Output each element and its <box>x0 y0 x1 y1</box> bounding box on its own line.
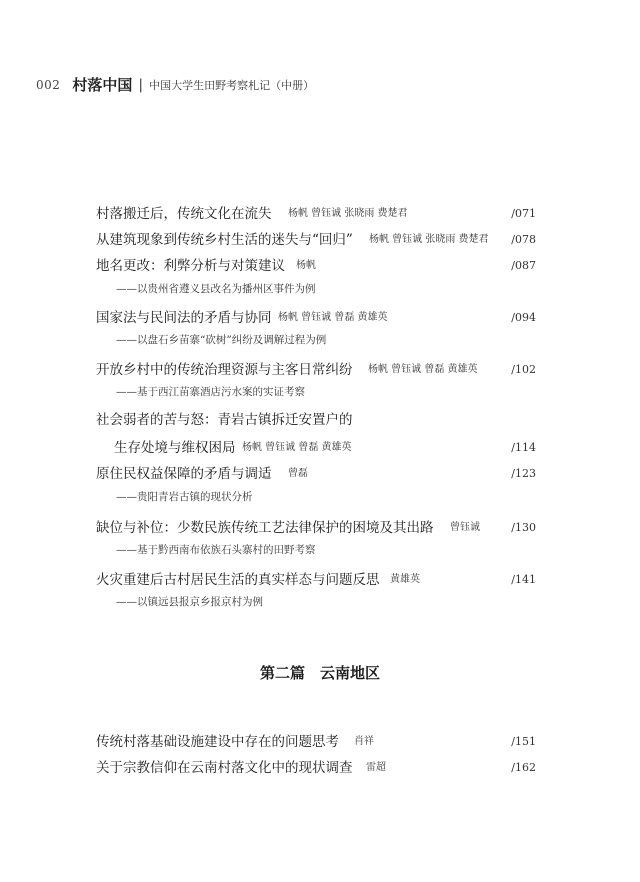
toc-entry-continuation[interactable] <box>96 438 536 460</box>
entry-page: /071 <box>511 207 536 220</box>
toc-entry[interactable] <box>96 230 536 252</box>
entry-title: 社会弱者的苦与怒：青岩古镇拆迁安置户的 <box>96 412 353 428</box>
entry-authors: 杨帆 曾钰诚 曾磊 黄雄英 <box>278 312 388 323</box>
toc-entry[interactable] <box>96 464 536 486</box>
entry-authors: 杨帆 曾钰诚 曾磊 黄雄英 <box>242 442 352 453</box>
entry-authors: 曾钰诚 <box>450 522 480 533</box>
toc-entry[interactable] <box>96 410 536 432</box>
entry-page: /130 <box>511 521 536 534</box>
entry-page: /114 <box>511 441 536 454</box>
entry-title: 火灾重建后古村居民生活的真实样态与问题反思 <box>96 572 380 588</box>
book-title: 村落中国 <box>72 76 133 94</box>
entry-title: 从建筑现象到传统乡村生活的迷失与“回归” <box>96 232 353 248</box>
entry-subtitle: ——以镇远县报京乡报京村为例 <box>116 596 263 608</box>
entry-page: /151 <box>511 735 536 748</box>
book-subtitle: 中国大学生田野考察札记（中册） <box>149 78 315 92</box>
toc-entry[interactable] <box>96 360 536 382</box>
page-number: 002 <box>36 77 61 92</box>
entry-subtitle: ——以盘石乡苗寨“砍树”纠纷及调解过程为例 <box>116 334 327 346</box>
header-separator: | <box>138 76 144 93</box>
running-header <box>36 74 314 95</box>
toc-entry[interactable] <box>96 570 536 592</box>
entry-page: /102 <box>511 363 536 376</box>
entry-page: /087 <box>511 259 536 272</box>
entry-title: 缺位与补位：少数民族传统工艺法律保护的困境及其出路 <box>96 520 434 536</box>
toc-entry[interactable] <box>96 758 536 780</box>
entry-title: 村落搬迁后，传统文化在流失 <box>96 206 272 222</box>
entry-authors: 雷超 <box>366 762 386 773</box>
entry-authors: 黄雄英 <box>390 574 420 585</box>
entry-title-line2: 生存处境与维权困局 <box>114 440 236 456</box>
entry-subtitle: ——基于西江苗寨酒店污水案的实证考察 <box>116 386 305 398</box>
entry-authors: 杨帆 曾钰诚 张晓雨 费楚君 <box>369 234 489 245</box>
entry-authors: 杨帆 <box>296 260 316 271</box>
entry-page: /094 <box>511 311 536 324</box>
toc-entry[interactable] <box>96 732 536 754</box>
entry-page: /078 <box>511 233 536 246</box>
toc-entry[interactable] <box>96 256 536 278</box>
entry-subtitle: ——贵阳青岩古镇的现状分析 <box>116 491 253 503</box>
entry-authors: 肖祥 <box>354 736 374 747</box>
toc-entry[interactable] <box>96 204 536 226</box>
entry-authors: 杨帆 曾钰诚 张晓雨 费楚君 <box>288 208 408 219</box>
entry-authors: 曾磊 <box>288 468 308 479</box>
entry-authors: 杨帆 曾钰诚 曾磊 黄雄英 <box>368 364 478 375</box>
toc-entry[interactable] <box>96 518 536 540</box>
entry-title: 原住民权益保障的矛盾与调适 <box>96 466 272 482</box>
entry-title: 关于宗教信仰在云南村落文化中的现状调查 <box>96 760 353 776</box>
entry-page: /162 <box>511 761 536 774</box>
entry-title: 地名更改：利弊分析与对策建议 <box>96 258 285 274</box>
entry-page: /141 <box>511 573 536 586</box>
entry-page: /123 <box>511 467 536 480</box>
entry-subtitle: ——以贵州省遵义县改名为播州区事件为例 <box>116 283 316 295</box>
entry-title: 开放乡村中的传统治理资源与主客日常纠纷 <box>96 362 353 378</box>
entry-subtitle: ——基于黔西南布依族石头寨村的田野考察 <box>116 544 316 556</box>
toc-entry[interactable] <box>96 308 536 330</box>
entry-title: 传统村落基础设施建设中存在的问题思考 <box>96 734 339 750</box>
entry-title: 国家法与民间法的矛盾与协同 <box>96 310 272 326</box>
section-heading: 第二篇 云南地区 <box>259 664 380 682</box>
